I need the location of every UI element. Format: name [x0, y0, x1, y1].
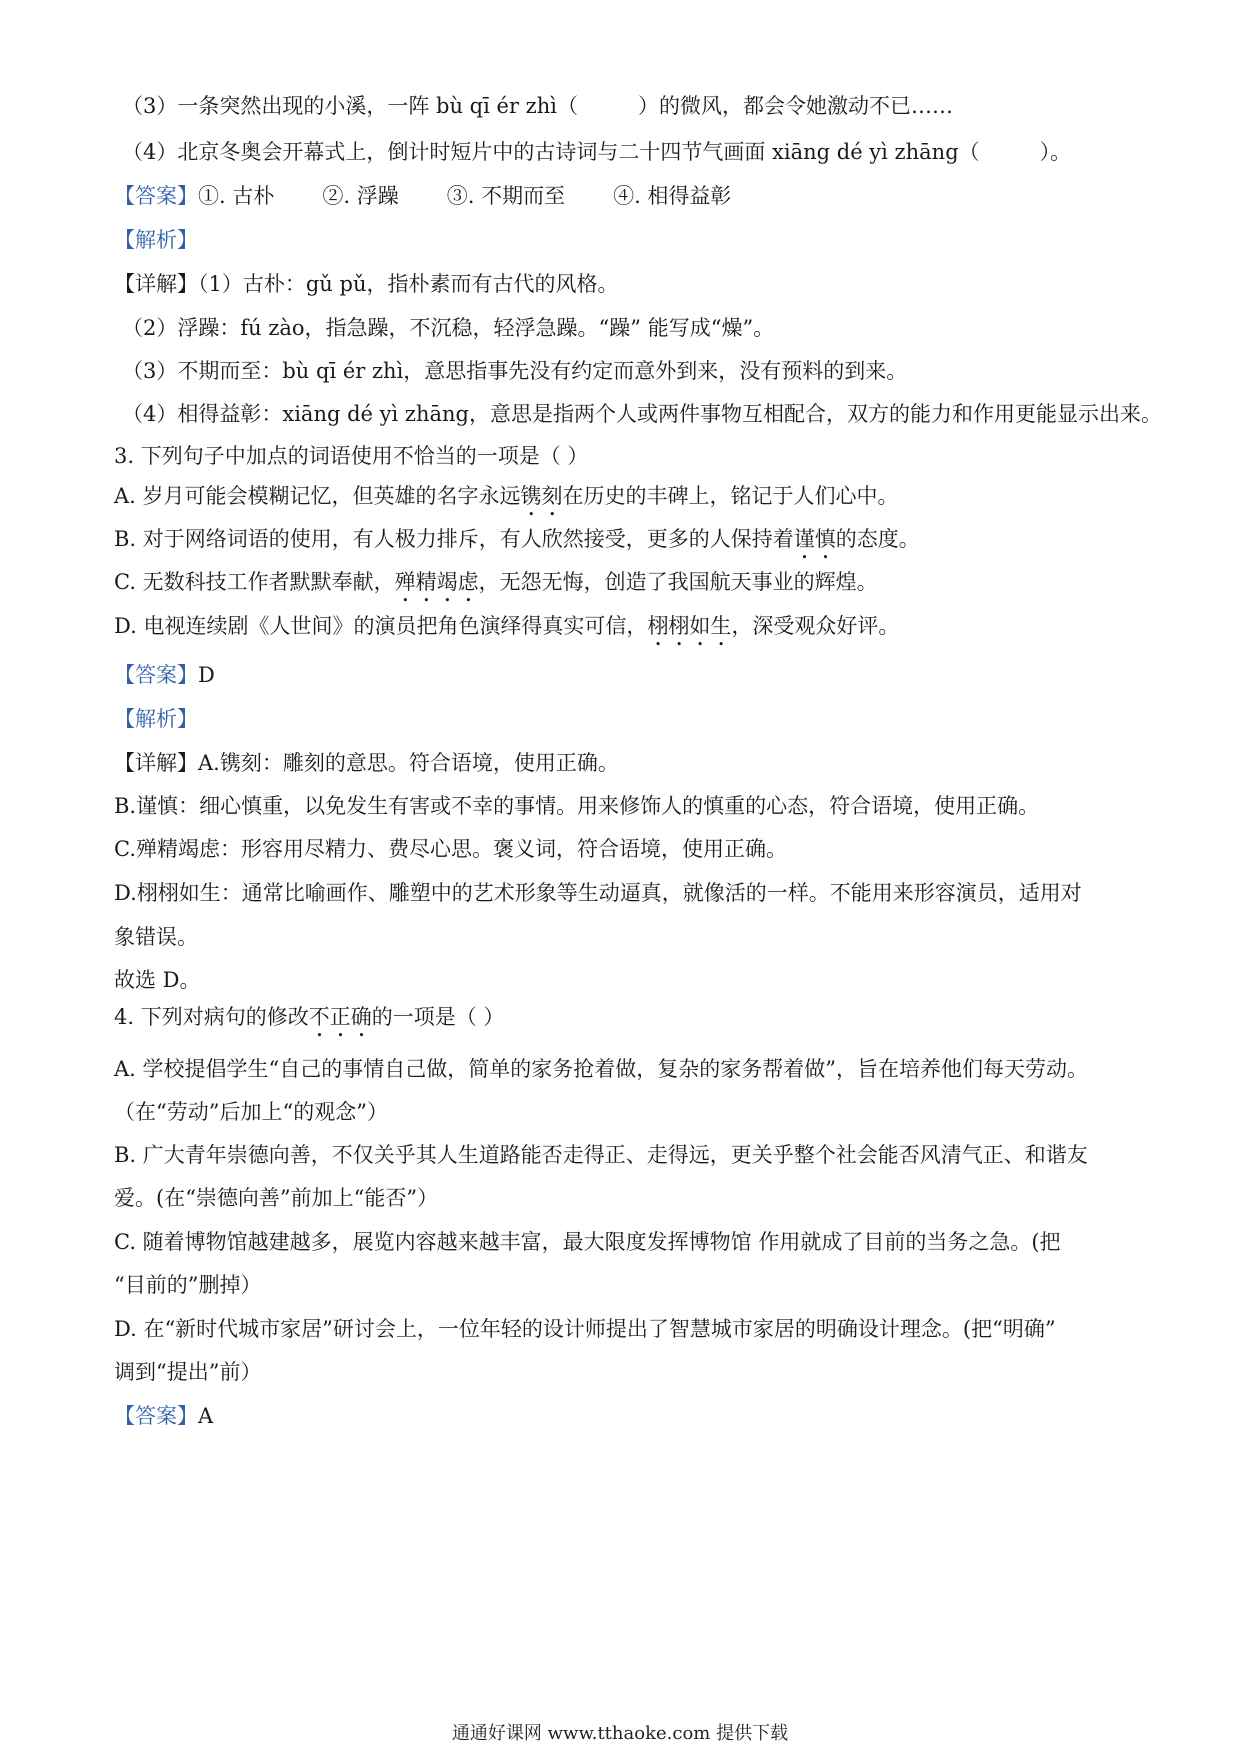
q3-option-a: A. 岁月可能会模糊记忆，但英雄的名字永远镌刻在历史的丰碑上，铭记于人们心中。: [114, 484, 899, 508]
q4-option-a-1: A. 学校提倡学生“自己的事情自己做，简单的家务抢着做，复杂的家务帮着做”，旨在培养他们每天劳动。: [114, 1057, 1088, 1081]
emphasized-word: 谨慎: [793, 527, 836, 551]
q4-option-a-2: （在“劳动”后加上“的观念”）: [114, 1100, 388, 1124]
analysis-tag: 【解析】: [114, 228, 198, 252]
emphasized-word: 栩栩如生: [647, 614, 732, 638]
answer-tag: 【答案】: [114, 1404, 198, 1428]
q3-detail-d-1: D.栩栩如生：通常比喻画作、雕塑中的艺术形象等生动逼真，就像活的一样。不能用来形容演员，适用对: [114, 881, 1082, 905]
q3-conclusion: 故选 D。: [114, 968, 201, 992]
answer-option-2: ②. 浮躁: [322, 184, 399, 208]
emphasized-word: 殚精竭虑: [394, 570, 479, 594]
q3-detail-b: B.谨慎：细心慎重，以免发生有害或不幸的事情。用来修饰人的慎重的心态，符合语境，使用正确。: [114, 794, 1040, 818]
q4-option-d-1: D. 在“新时代城市家居”研讨会上，一位年轻的设计师提出了智慧城市家居的明确设计理念。(把“明确”: [114, 1317, 1056, 1341]
detail-tag: 【详解】: [114, 272, 198, 296]
answer-option-1: ①. 古朴: [198, 184, 275, 208]
q4-option-c-1: C. 随着博物馆越建越多，展览内容越来越丰富，最大限度发挥博物馆 作用就成了目前的当务之急。(把: [114, 1230, 1061, 1254]
q3-detail-c: C.殚精竭虑：形容用尽精力、费尽心思。褒义词，符合语境，使用正确。: [114, 837, 787, 861]
emphasized-word: 不正确: [308, 1005, 372, 1029]
q4-stem: 4. 下列对病句的修改不正确的一项是（ ）: [114, 1005, 505, 1029]
q3-option-b: B. 对于网络词语的使用，有人极力排斥，有人欣然接受，更多的人保持着谨慎的态度。: [114, 527, 920, 551]
q2-detail-3: （3）不期而至：bù qī ér zhì，意思指事先没有约定而意外到来，没有预料的到来。: [122, 359, 908, 383]
answer-option-3: ③. 不期而至: [446, 184, 566, 208]
q3-option-d: D. 电视连续剧《人世间》的演员把角色演绎得真实可信，栩栩如生，深受观众好评。: [114, 614, 900, 638]
q3-answer: 【答案】D: [114, 663, 215, 687]
q4-answer: 【答案】A: [114, 1404, 214, 1428]
q2-item-4: （4）北京冬奥会开幕式上，倒计时短片中的古诗词与二十四节气画面 xiāng dé yì zhāng（ ）。: [122, 140, 1072, 164]
q2-detail-2: （2）浮躁：fú zào，指急躁，不沉稳，轻浮急躁。“躁” 能写成“燥”。: [122, 316, 775, 340]
q3-detail-a: 【详解】A.镌刻：雕刻的意思。符合语境，使用正确。: [114, 751, 619, 775]
answer-tag: 【答案】: [114, 663, 198, 687]
q3-stem: 3. 下列句子中加点的词语使用不恰当的一项是（ ）: [114, 444, 589, 468]
answer-option-4: ④. 相得益彰: [613, 184, 732, 208]
detail-tag: 【详解】: [114, 751, 198, 775]
page-footer: 通通好课网 www.tthaoke.com 提供下载: [451, 1723, 789, 1744]
q2-detail-4: （4）相得益彰：xiāng dé yì zhāng，意思是指两个人或两件事物互相配合，双方的能力和作用更能显示出来。: [122, 402, 1162, 426]
q3-detail-d-2: 象错误。: [114, 925, 198, 949]
q4-option-c-2: “目前的”删掉）: [114, 1273, 262, 1297]
emphasized-word: 镌刻: [520, 484, 563, 508]
q2-answer-line: [114, 181, 779, 211]
q4-option-b-1: B. 广大青年崇德向善，不仅关乎其人生道路能否走得正、走得远，更关乎整个社会能否风清气正、和谐友: [114, 1143, 1088, 1167]
q4-option-d-2: 调到“提出”前）: [114, 1360, 262, 1384]
answer-tag: 【答案】: [114, 184, 198, 208]
q2-item-3: （3）一条突然出现的小溪，一阵 bù qī ér zhì（ ）的微风，都会令她激动不已……: [122, 94, 953, 118]
q4-option-b-2: 爱。(在“崇德向善”前加上“能否”）: [114, 1186, 439, 1210]
q2-detail-1: 【详解】（1）古朴：gǔ pǔ，指朴素而有古代的风格。: [114, 272, 619, 296]
q3-option-c: C. 无数科技工作者默默奉献，殚精竭虑，无怨无悔，创造了我国航天事业的辉煌。: [114, 570, 878, 594]
analysis-tag: 【解析】: [114, 707, 198, 731]
